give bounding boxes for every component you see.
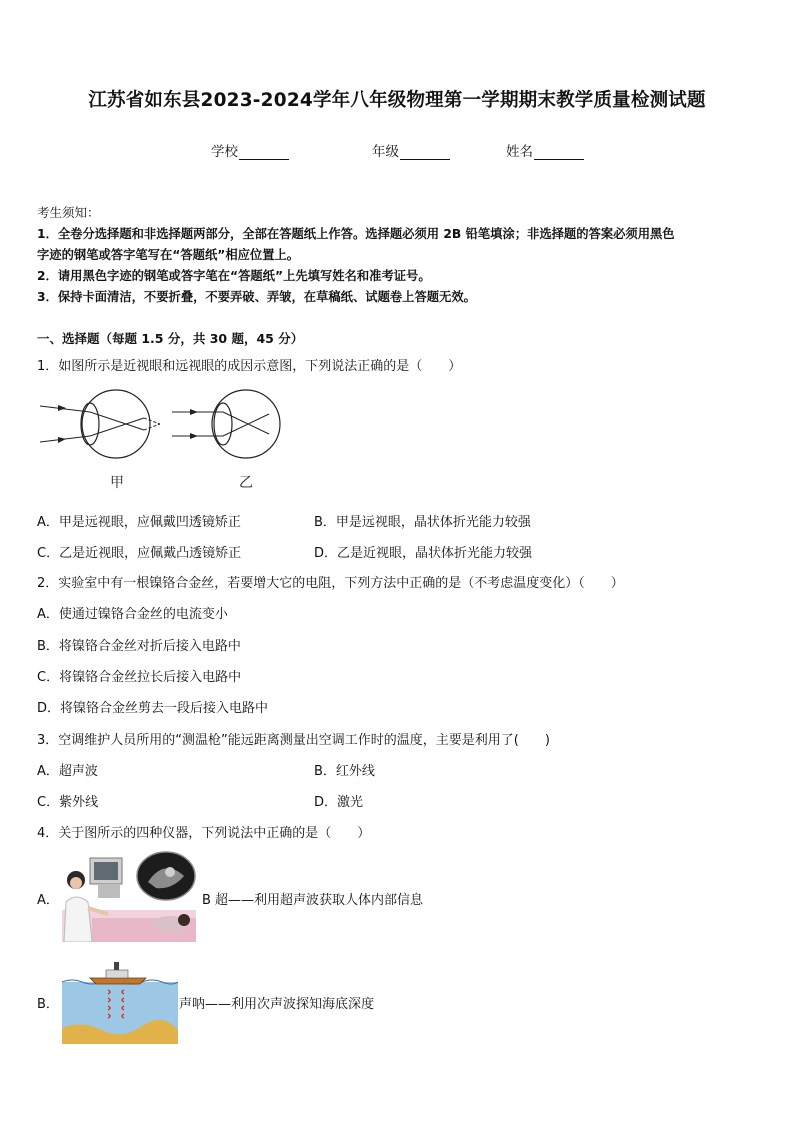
name-blank[interactable] bbox=[534, 145, 584, 160]
name-label: 姓名 bbox=[506, 144, 533, 160]
q4-option-b-letter[interactable]: B． bbox=[37, 997, 59, 1012]
q1-option-b[interactable]: B．甲是远视眼，晶状体折光能力较强 bbox=[314, 515, 531, 530]
q2-option-a[interactable]: A．使通过镍铬合金丝的电流变小 bbox=[37, 607, 228, 622]
q2-option-c[interactable]: C．将镍铬合金丝拉长后接入电路中 bbox=[37, 670, 242, 685]
q4-option-a-letter[interactable]: A． bbox=[37, 893, 59, 908]
notice-item-1: 1．全卷分选择题和非选择题两部分，全部在答题纸上作答。选择题必须用 2B 铅笔填涂；非选择题的答案必须用黑色 bbox=[37, 227, 675, 241]
q2-stem: 2．实验室中有一根镍铬合金丝，若要增大它的电阻，下列方法中正确的是（不考虑温度变化）（ ） bbox=[37, 576, 624, 591]
notice-heading: 考生须知： bbox=[37, 205, 100, 220]
name-field bbox=[506, 140, 584, 160]
fig-label-jia: 甲 bbox=[110, 475, 124, 491]
q3-option-d[interactable]: D．激光 bbox=[314, 795, 364, 810]
q2-option-b[interactable]: B．将镍铬合金丝对折后接入电路中 bbox=[37, 639, 241, 654]
q1-option-d[interactable]: D．乙是近视眼，晶状体折光能力较强 bbox=[314, 546, 533, 561]
q3-stem: 3．空调维护人员所用的“测温枪”能远距离测量出空调工作时的温度，主要是利用了( ) bbox=[37, 733, 550, 748]
q3-option-a[interactable]: A．超声波 bbox=[37, 764, 98, 779]
q4-option-b-text[interactable]: 声呐——利用次声波探知海底深度 bbox=[179, 997, 375, 1012]
q2-option-d[interactable]: D．将镍铬合金丝剪去一段后接入电路中 bbox=[37, 701, 269, 716]
page-title: 江苏省如东县2023-2024学年八年级物理第一学期期末教学质量检测试题 bbox=[88, 90, 706, 111]
grade-blank[interactable] bbox=[400, 145, 450, 160]
grade-label: 年级 bbox=[372, 144, 399, 160]
eye-diagram bbox=[36, 386, 286, 496]
school-field bbox=[211, 140, 289, 160]
q3-option-c[interactable]: C．紫外线 bbox=[37, 795, 99, 810]
q4-stem: 4．关于图所示的四种仪器，下列说法中正确的是（ ） bbox=[37, 826, 371, 841]
q1-stem: 1．如图所示是近视眼和远视眼的成因示意图，下列说法正确的是（ ） bbox=[37, 359, 462, 374]
q3-option-b[interactable]: B．红外线 bbox=[314, 764, 375, 779]
school-blank[interactable] bbox=[239, 145, 289, 160]
eye-diagram-jia bbox=[40, 390, 160, 458]
ultrasound-image bbox=[62, 850, 196, 942]
eye-diagram-yi bbox=[172, 390, 280, 458]
notice-item-2: 2．请用黑色字迹的钢笔或答字笔在“答题纸”上先填写姓名和准考证号。 bbox=[37, 269, 431, 283]
grade-field bbox=[372, 140, 450, 160]
q4-option-a-text[interactable]: B 超——利用超声波获取人体内部信息 bbox=[202, 893, 424, 908]
notice-item-3: 3．保持卡面清洁，不要折叠，不要弄破、弄皱，在草稿纸、试题卷上答题无效。 bbox=[37, 290, 476, 304]
sonar-image bbox=[62, 958, 178, 1044]
school-label: 学校 bbox=[211, 144, 238, 160]
fig-label-yi: 乙 bbox=[239, 475, 253, 491]
section-heading: 一、选择题（每题 1.5 分，共 30 题，45 分） bbox=[37, 331, 304, 346]
notice-item-1-cont: 字迹的钢笔或答字笔写在“答题纸”相应位置上。 bbox=[37, 248, 300, 262]
q1-option-a[interactable]: A．甲是远视眼，应佩戴凹透镜矫正 bbox=[37, 515, 241, 530]
q1-option-c[interactable]: C．乙是近视眼，应佩戴凸透镜矫正 bbox=[37, 546, 242, 561]
